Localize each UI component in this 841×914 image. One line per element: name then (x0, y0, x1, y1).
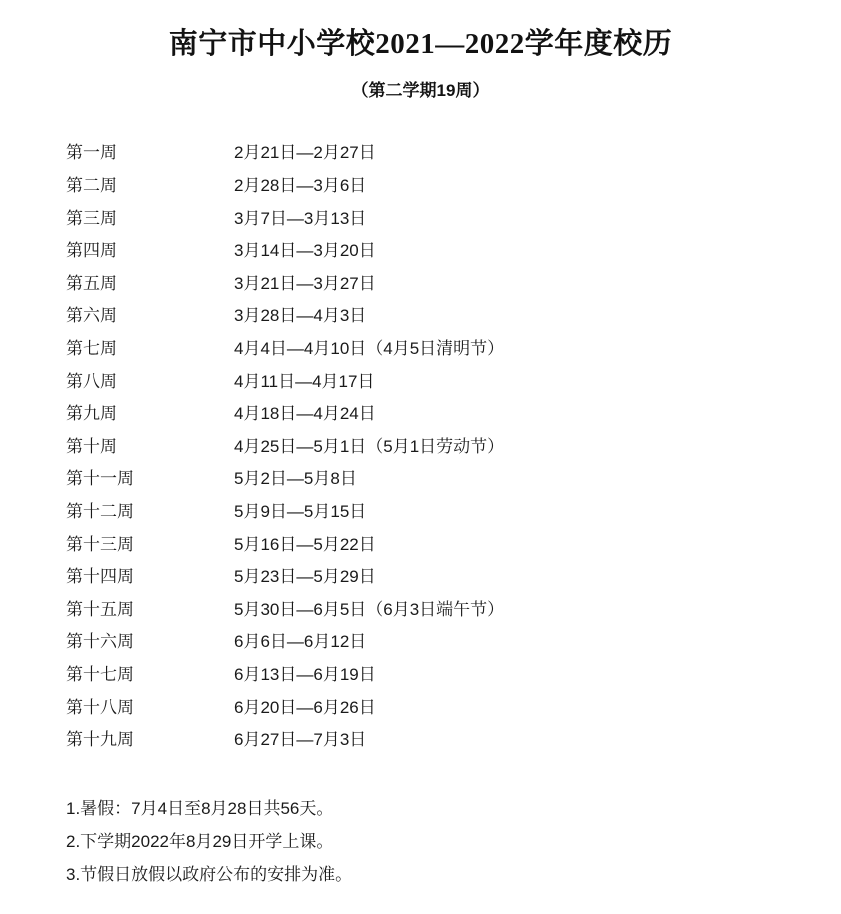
week-label: 第十二周 (66, 502, 134, 522)
week-range: 5月23日—5月29日 (234, 567, 376, 587)
week-range: 3月7日—3月13日 (234, 208, 367, 228)
note-item: 3.节假日放假以政府公布的安排为准。 (66, 865, 353, 885)
table-row (66, 526, 654, 559)
week-range: 6月13日—6月19日 (234, 664, 376, 684)
week-range: 5月9日—5月15日 (234, 502, 367, 522)
week-range: 2月28日—3月6日 (234, 176, 367, 196)
week-range: 2月21日—2月27日 (234, 143, 376, 163)
table-row (66, 461, 654, 494)
week-range: 4月4日—4月10日（4月5日清明节） (234, 339, 505, 359)
title-block (0, 0, 841, 101)
school-calendar-table (66, 135, 654, 754)
table-row (66, 135, 654, 168)
week-range: 6月20日—6月26日 (234, 697, 376, 717)
table-row (66, 363, 654, 396)
note-item: 2.下学期2022年8月29日开学上课。 (66, 832, 334, 852)
week-label: 第十三周 (66, 534, 134, 554)
week-range: 6月27日—7月3日 (234, 730, 367, 750)
week-range: 5月16日—5月22日 (234, 534, 376, 554)
table-row (66, 721, 654, 754)
table-row (66, 232, 654, 265)
week-label: 第一周 (66, 143, 117, 163)
week-label: 第二周 (66, 176, 117, 196)
week-label: 第十一周 (66, 469, 134, 489)
week-label: 第十九周 (66, 730, 134, 750)
week-label: 第八周 (66, 371, 117, 391)
week-label: 第十七周 (66, 664, 134, 684)
table-row (66, 656, 654, 689)
table-row (66, 689, 654, 722)
week-range: 6月6日—6月12日 (234, 632, 367, 652)
week-range: 3月28日—4月3日 (234, 306, 367, 326)
notes-section (66, 792, 841, 891)
week-label: 第七周 (66, 339, 117, 359)
table-row (66, 200, 654, 233)
week-label: 第九周 (66, 404, 117, 424)
page-title: 南宁市中小学校2021—2022学年度校历 (168, 28, 673, 60)
week-label: 第十五周 (66, 599, 134, 619)
note-item: 1.暑假：7月4日至8月28日共56天。 (66, 798, 334, 818)
week-range: 4月11日—4月17日 (234, 371, 375, 391)
week-label: 第四周 (66, 241, 117, 261)
table-row (66, 265, 654, 298)
week-range: 4月25日—5月1日（5月1日劳动节） (234, 436, 505, 456)
week-range: 5月2日—5月8日 (234, 469, 357, 489)
table-body (66, 135, 654, 754)
week-range: 3月14日—3月20日 (234, 241, 376, 261)
table-row (66, 558, 654, 591)
week-range: 3月21日—3月27日 (234, 273, 376, 293)
week-range: 5月30日—6月5日（6月3日端午节） (234, 599, 505, 619)
table-row (66, 493, 654, 526)
week-label: 第五周 (66, 273, 117, 293)
week-label: 第六周 (66, 306, 117, 326)
table-row (66, 428, 654, 461)
page-subtitle: （第二学期19周） (351, 80, 490, 100)
table-row (66, 624, 654, 657)
week-label: 第十周 (66, 436, 117, 456)
table-row (66, 167, 654, 200)
week-label: 第十六周 (66, 632, 134, 652)
week-range: 4月18日—4月24日 (234, 404, 376, 424)
table-row (66, 395, 654, 428)
table-row (66, 591, 654, 624)
week-label: 第十四周 (66, 567, 134, 587)
week-label: 第十八周 (66, 697, 134, 717)
week-label: 第三周 (66, 208, 117, 228)
table-row (66, 298, 654, 331)
table-row (66, 330, 654, 363)
